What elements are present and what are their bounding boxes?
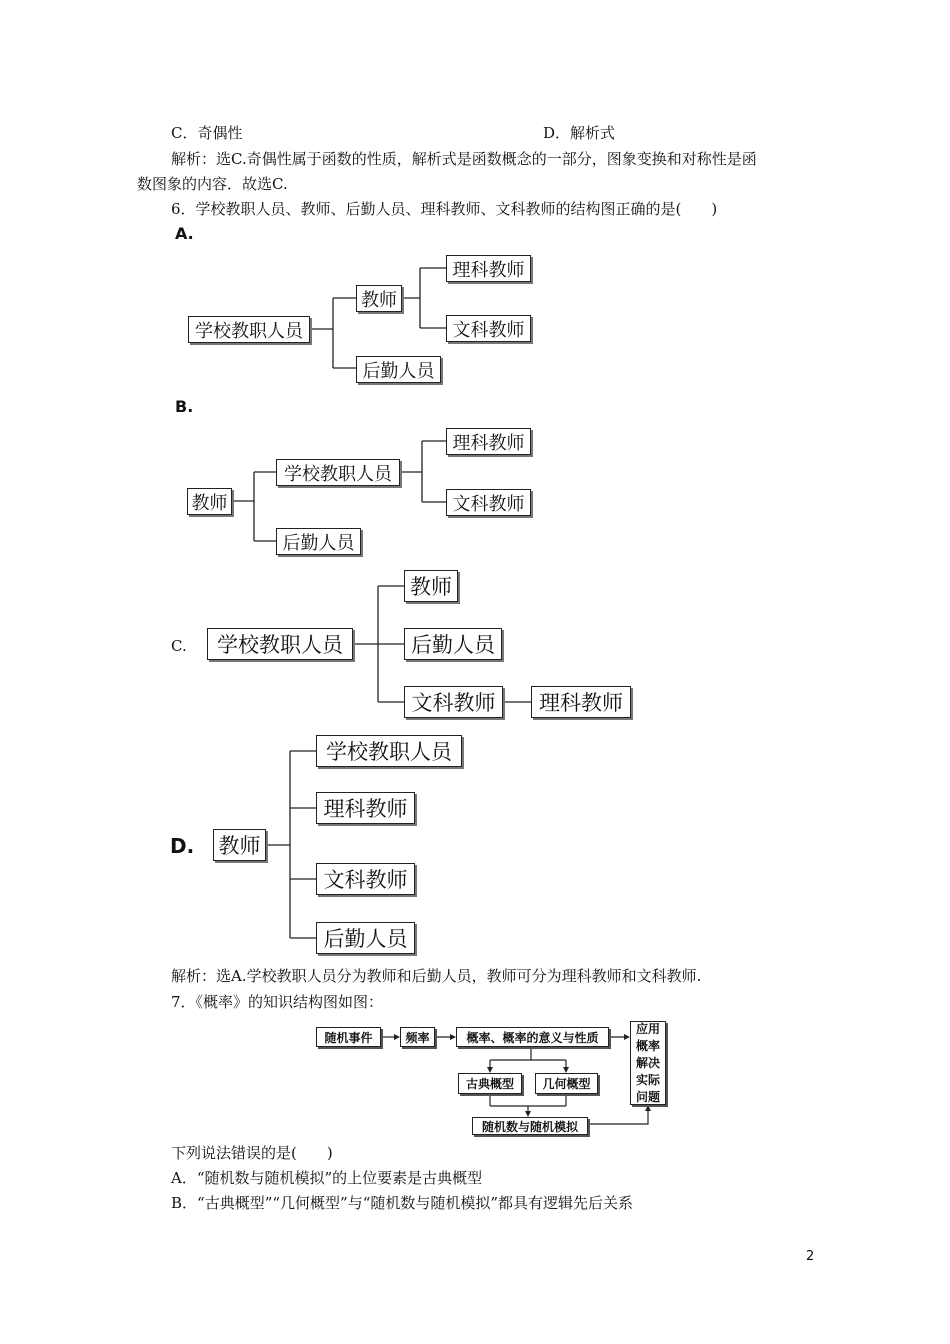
q5-analysis-line2: 数图象的内容．故选C.: [137, 175, 288, 193]
diagram-d-logistics-box: 后勤人员: [316, 922, 415, 954]
flow-probability-box: 概率、概率的意义与性质: [456, 1027, 609, 1047]
q7-prompt: 下列说法错误的是( ): [171, 1144, 333, 1162]
option-a-label: A.: [175, 224, 194, 243]
option-d-label: D.: [170, 834, 195, 858]
page-number: 2: [806, 1249, 815, 1264]
diagram-b-mid-box: 学校教职人员: [276, 459, 400, 486]
diagram-d-arts-box: 文科教师: [316, 863, 415, 895]
q6-question: 6．学校教职人员、教师、后勤人员、理科教师、文科教师的结构图正确的是( ): [171, 200, 718, 218]
diagram-d-staff-box: 学校教职人员: [316, 735, 462, 767]
diagram-c-science-box: 理科教师: [531, 686, 631, 718]
q5-option-d: D．解析式: [543, 124, 616, 142]
flow-apply-box: 应用概率解决实际问题: [630, 1021, 666, 1105]
diagram-b-arts-box: 文科教师: [446, 489, 531, 516]
diagram-a-arts-box: 文科教师: [446, 315, 531, 342]
flow-simulation-box: 随机数与随机模拟: [472, 1117, 588, 1135]
flow-geometric-box: 几何概型: [535, 1073, 598, 1094]
diagram-a-root-box: 学校教职人员: [188, 316, 310, 343]
diagram-a-logistics-box: 后勤人员: [356, 356, 441, 383]
flow-random-event-box: 随机事件: [316, 1027, 381, 1047]
diagram-c-teacher-box: 教师: [404, 570, 458, 602]
diagram-b-logistics-box: 后勤人员: [276, 528, 361, 555]
q7-question: 7．《概率》的知识结构图如图：: [171, 993, 384, 1011]
diagram-b-root-box: 教师: [187, 488, 232, 515]
option-c-label: C.: [171, 637, 187, 655]
diagram-a-science-box: 理科教师: [446, 255, 531, 282]
flow-classical-box: 古典概型: [458, 1073, 522, 1094]
q5-analysis-line1: 解析：选C.奇偶性属于函数的性质，解析式是函数概念的一部分，图象变换和对称性是函: [171, 150, 757, 168]
q6-analysis: 解析：选A.学校教职人员分为教师和后勤人员，教师可分为理科教师和文科教师.: [171, 967, 702, 985]
diagram-b-science-box: 理科教师: [446, 428, 531, 455]
diagram-a-mid-box: 教师: [356, 285, 402, 312]
diagram-d-science-box: 理科教师: [316, 792, 415, 824]
diagram-c-logistics-box: 后勤人员: [404, 628, 502, 660]
q5-option-c: C．奇偶性: [171, 124, 243, 142]
option-b-label: B.: [175, 397, 194, 416]
diagram-d-root-box: 教师: [213, 829, 266, 861]
q7-option-a: A．“随机数与随机模拟”的上位要素是古典概型: [171, 1169, 483, 1187]
diagram-c-arts-box: 文科教师: [404, 686, 503, 718]
diagram-c-root-box: 学校教职人员: [207, 628, 353, 660]
flow-frequency-box: 频率: [400, 1027, 435, 1047]
q7-option-b: B．“古典概型”“几何概型”与“随机数与随机模拟”都具有逻辑先后关系: [171, 1194, 634, 1212]
